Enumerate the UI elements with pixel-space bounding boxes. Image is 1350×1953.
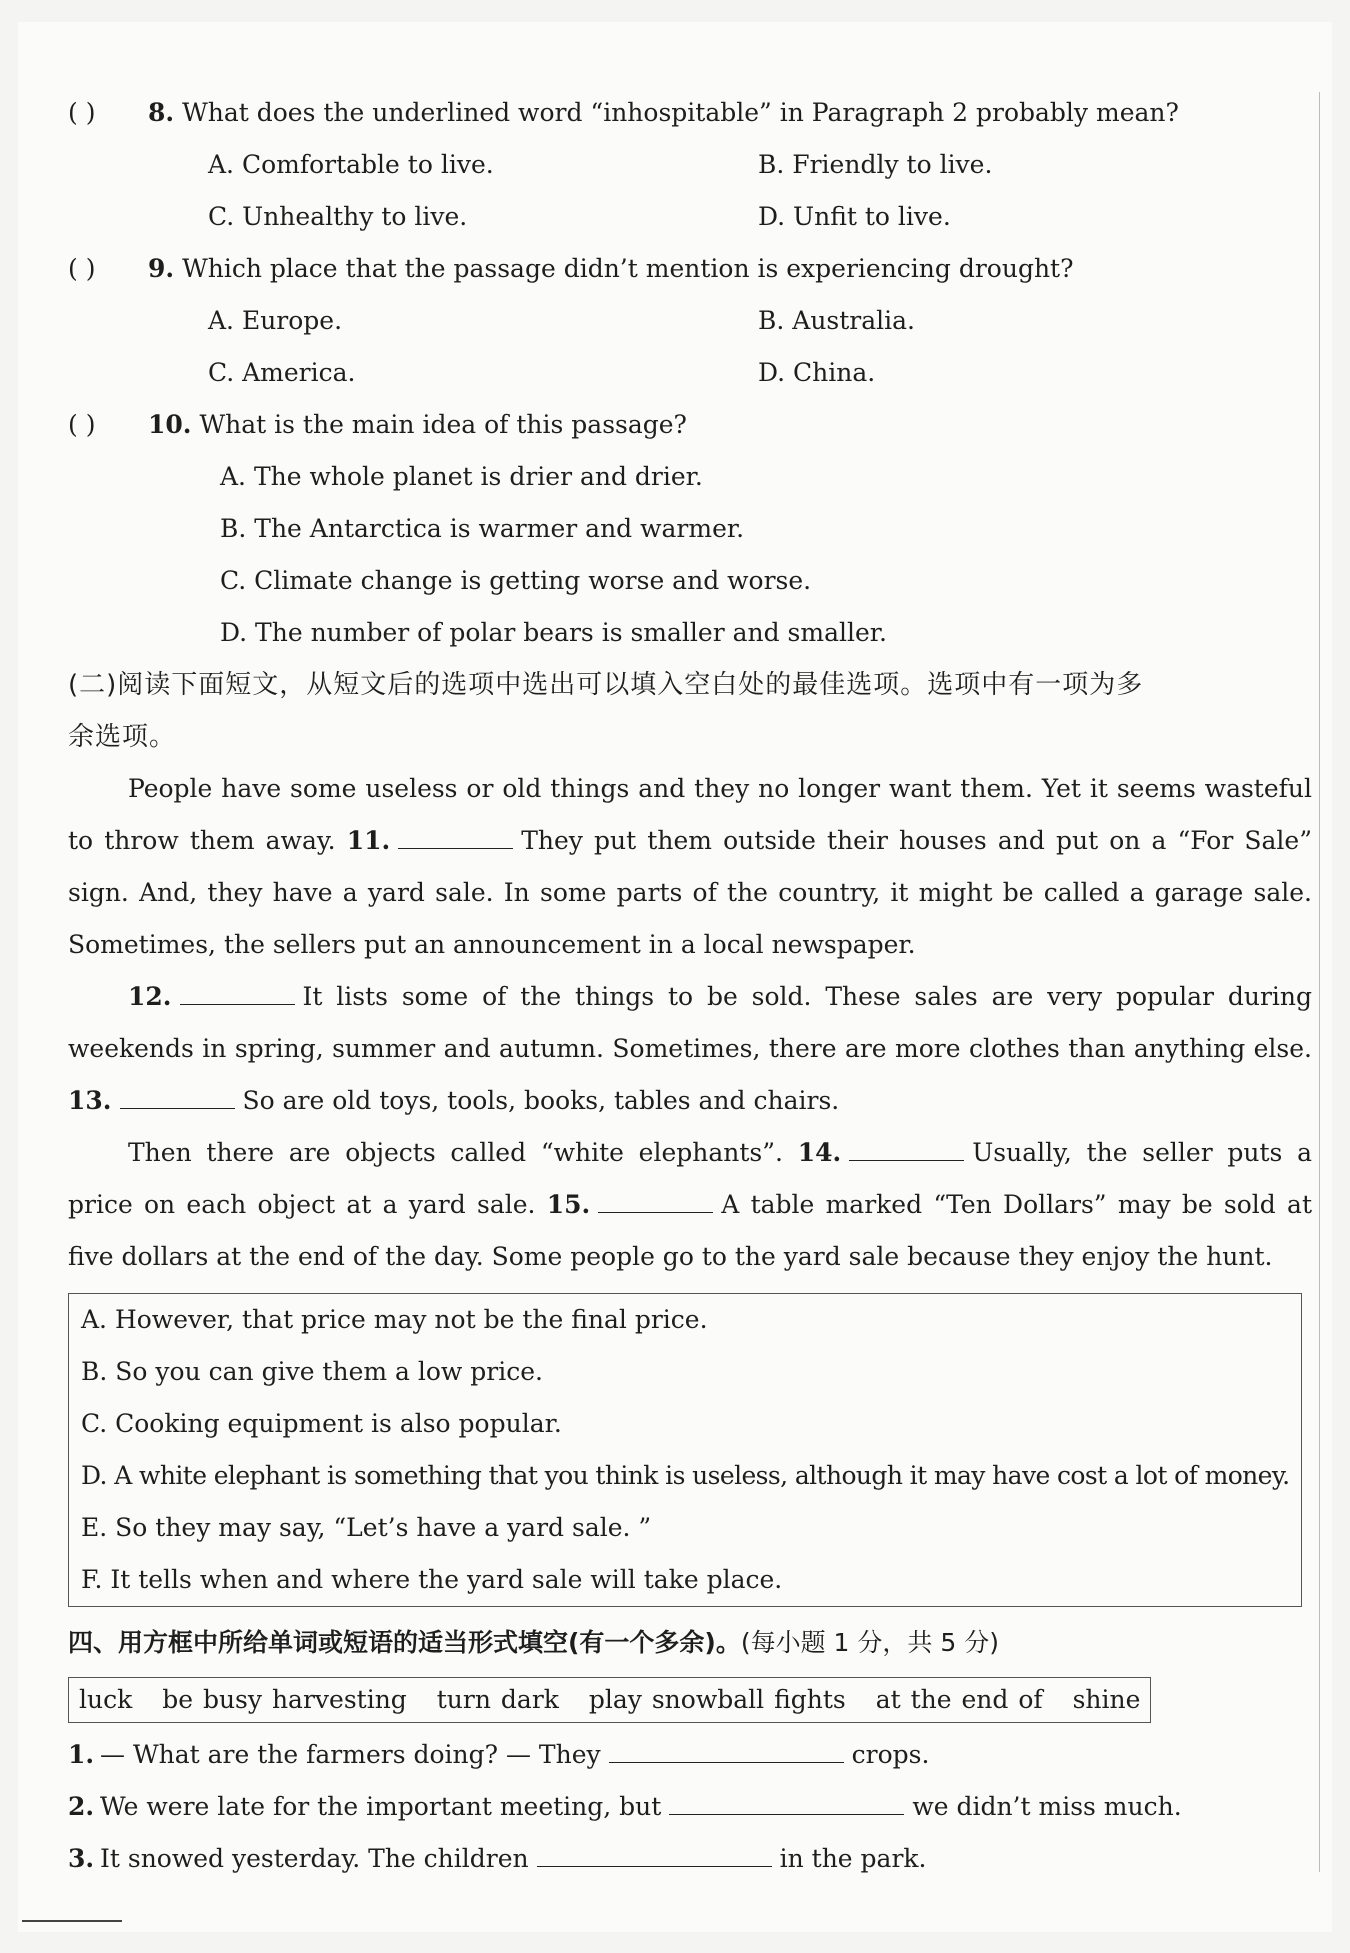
answer-bracket[interactable]: ( ) [68, 410, 96, 439]
question-number: 9. [148, 254, 175, 283]
blank-15[interactable] [598, 1192, 713, 1213]
passage-line: 12. It lists some of the things to be sold. These sales are very popular during [128, 982, 1312, 1011]
question-number: 10. [148, 410, 192, 439]
passage-line: 13. So are old toys, tools, books, tables and chairs. [68, 1086, 840, 1115]
fill-blank[interactable] [609, 1742, 844, 1763]
worksheet-page [18, 22, 1332, 1932]
question-8 [68, 87, 1312, 139]
blank-number: 12. [128, 982, 172, 1011]
blank-12[interactable] [180, 984, 295, 1005]
choices-box [68, 1293, 1302, 1607]
option-a: A. Comfortable to live. [208, 150, 494, 179]
option-b: B. Friendly to live. [758, 150, 993, 179]
question-text: Which place that the passage didn’t mention is experiencing drought? [182, 254, 1074, 283]
passage-line: five dollars at the end of the day. Some people go to the yard sale because they enjoy the hunt. [68, 1242, 1273, 1271]
choice-e: E. So they may say, “Let’s have a yard sale. ” [81, 1513, 652, 1542]
option-row [68, 451, 1312, 503]
fill-blank[interactable] [537, 1846, 772, 1867]
fill-item-1: 1. — What are the farmers doing? — They crops. [68, 1740, 930, 1769]
word-option: luck [79, 1685, 133, 1714]
option-row [68, 503, 1312, 555]
blank-13[interactable] [120, 1088, 235, 1109]
option-a: A. The whole planet is drier and drier. [220, 462, 703, 491]
option-c: C. Climate change is getting worse and worse. [220, 566, 812, 595]
passage-line: Sometimes, the sellers put an announcement in a local newspaper. [68, 930, 916, 959]
option-row [68, 555, 1312, 607]
score-note: (每小题 1 分，共 5 分) [740, 1628, 999, 1657]
blank-11[interactable] [398, 828, 513, 849]
passage [68, 763, 1312, 1283]
choice-b: B. So you can give them a low price. [81, 1357, 543, 1386]
question-text: What does the underlined word “inhospitable” in Paragraph 2 probably mean? [182, 98, 1179, 127]
choice-c: C. Cooking equipment is also popular. [81, 1409, 562, 1438]
bottom-rule [22, 1920, 122, 1922]
passage-line: sign. And, they have a yard sale. In some parts of the country, it might be called a garage sale. [68, 878, 1312, 907]
option-d: D. China. [758, 358, 876, 387]
option-row [68, 607, 1312, 659]
section-4-title: 四、用方框中所给单词或短语的适当形式填空(有一个多余)。(每小题 1 分，共 5 分) [68, 1628, 999, 1657]
question-9 [68, 243, 1312, 295]
choice-f: F. It tells when and where the yard sale will take place. [81, 1565, 783, 1594]
word-option: turn dark [436, 1685, 559, 1714]
passage-line: price on each object at a yard sale. 15. A table marked “Ten Dollars” may be sold at [68, 1190, 1312, 1219]
page-edge-line [1319, 92, 1320, 1872]
choice-a: A. However, that price may not be the final price. [81, 1305, 708, 1334]
question-text: What is the main idea of this passage? [199, 410, 687, 439]
choice-d: D. A white elephant is something that you think is useless, although it may have cost a lot of money. [81, 1461, 1290, 1490]
word-box [68, 1677, 1151, 1723]
option-d: D. Unfit to live. [758, 202, 951, 231]
answer-bracket[interactable]: ( ) [68, 254, 96, 283]
fill-item-2: 2. We were late for the important meeting, but we didn’t miss much. [68, 1792, 1182, 1821]
option-row [68, 295, 1312, 347]
section-instruction: (二)阅读下面短文，从短文后的选项中选出可以填入空白处的最佳选项。选项中有一项为多 余选项。 [68, 670, 1144, 752]
passage-line: to throw them away. 11. They put them outside their houses and put on a “For Sale” [68, 826, 1312, 855]
question-10 [68, 399, 1312, 451]
word-option: at the end of [875, 1685, 1043, 1714]
passage-line: weekends in spring, summer and autumn. Sometimes, there are more clothes than anything else. [68, 1034, 1312, 1063]
question-number: 8. [148, 98, 175, 127]
option-c: C. Unhealthy to live. [208, 202, 468, 231]
answer-bracket[interactable]: ( ) [68, 98, 96, 127]
option-a: A. Europe. [208, 306, 343, 335]
option-c: C. America. [208, 358, 356, 387]
word-option: be busy harvesting [162, 1685, 407, 1714]
option-row [68, 191, 1312, 243]
blank-14[interactable] [849, 1140, 964, 1161]
option-row [68, 347, 1312, 399]
blank-number: 11. [346, 826, 391, 855]
blank-number: 13. [68, 1086, 112, 1115]
fill-item-3: 3. It snowed yesterday. The children in the park. [68, 1844, 927, 1873]
option-row [68, 139, 1312, 191]
word-option: play snowball fights [588, 1685, 846, 1714]
worksheet-content [68, 87, 1312, 1885]
option-d: D. The number of polar bears is smaller and smaller. [220, 618, 887, 647]
passage-line: People have some useless or old things and they no longer want them. Yet it seems wasteful [128, 774, 1312, 803]
blank-number: 14. [797, 1138, 842, 1167]
fill-blank[interactable] [669, 1794, 904, 1815]
blank-number: 15. [546, 1190, 591, 1219]
option-b: B. The Antarctica is warmer and warmer. [220, 514, 745, 543]
option-b: B. Australia. [758, 306, 915, 335]
passage-line: Then there are objects called “white elephants”. 14. Usually, the seller puts a [128, 1138, 1312, 1167]
word-option: shine [1072, 1685, 1141, 1714]
